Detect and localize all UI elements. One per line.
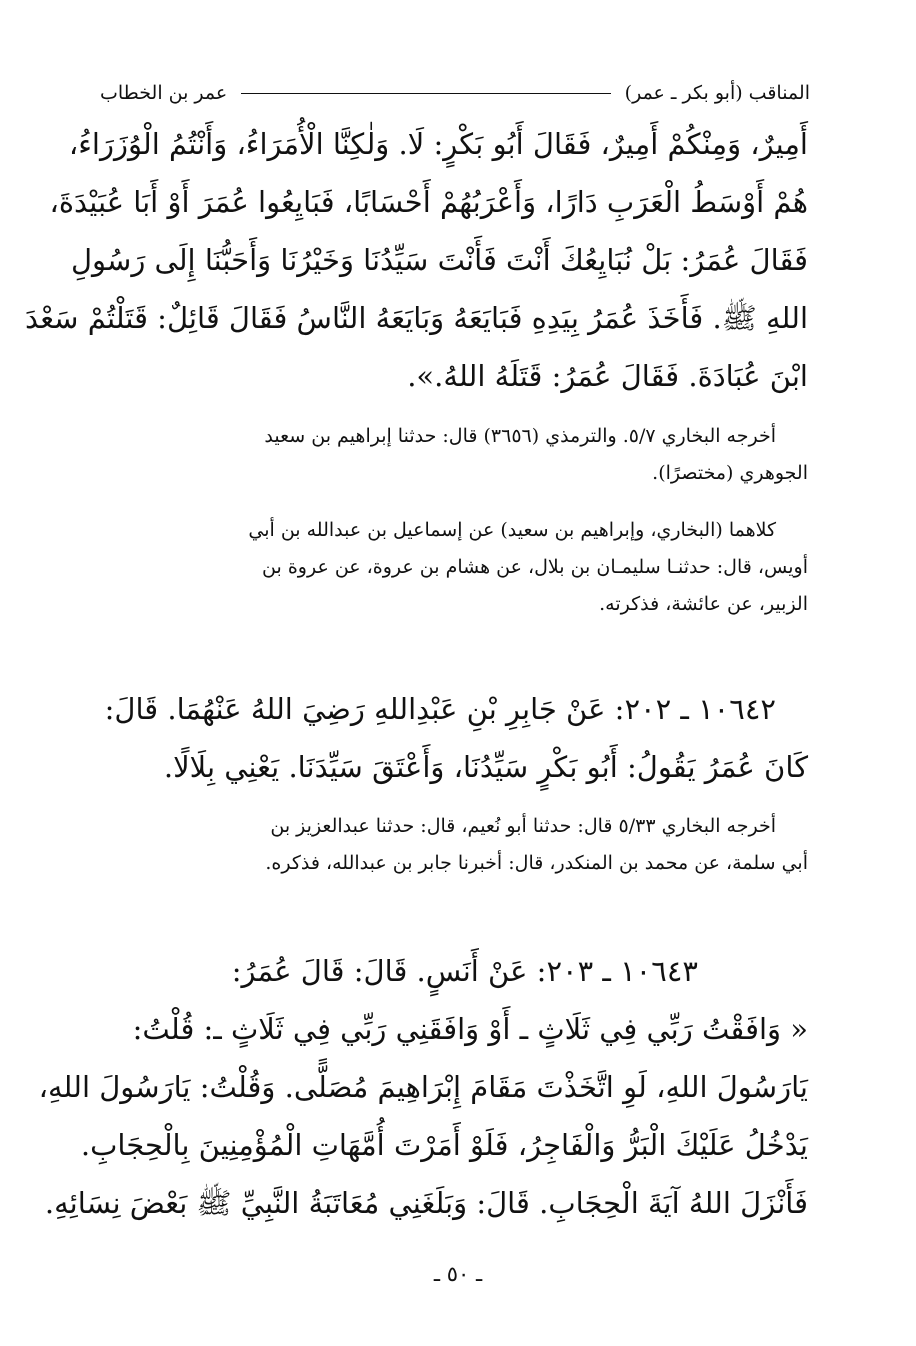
note-line: أبي سلمة، عن محمد بن المنكدر، قال: أخبرنا جابر بن عبدالله، فذكره. [265,852,808,874]
header-chapter-title: عمر بن الخطاب [100,82,228,104]
note-line: أخرجه البخاري ٥/٣٣ قال: حدثنا أبو نُعيم، قال: حدثنا عبدالعزيز بن [270,815,776,837]
text-line: ابْنَ عُبَادَةَ. فَقَالَ عُمَرُ: قَتَلَهُ اللهُ.». [407,359,808,393]
note-line: الجوهري (مختصرًا). [652,462,808,484]
hadith-heading: ١٠٦٤٣ ـ ٢٠٣: عَنْ أَنَسٍ. قَالَ: قَالَ عُمَرُ: [231,954,698,988]
hadith-10642 [104,680,808,796]
takhrij-note-1 [104,418,808,492]
text-line: فَأَنْزَلَ اللهُ آيَةَ الْحِجَابِ. قَالَ: وَبَلَغَنِي مُعَاتَبَةُ النَّبِيِّ ﷺ بَعْضَ نِسَائِهِ. [44,1186,808,1220]
running-header [100,78,810,108]
takhrij-note-2 [104,512,808,623]
text-line: أَمِيرٌ، وَمِنْكُمْ أَمِيرٌ، فَقَالَ أَبُو بَكْرٍ: لَا. وَلٰكِنَّا الْأُمَرَاءُ، وَأَنْتُمُ الْوُزَرَاءُ، [68,127,808,161]
hadith-heading: ١٠٦٤٢ ـ ٢٠٢: عَنْ جَابِرِ بْنِ عَبْدِاللهِ رَضِيَ اللهُ عَنْهُمَا. قَالَ: [104,692,776,726]
hadith-10643 [38,942,808,1232]
text-line: كَانَ عُمَرُ يَقُولُ: أَبُو بَكْرٍ سَيِّدُنَا، وَأَعْتَقَ سَيِّدَنَا. يَعْنِي بِلَالًا. [163,750,808,784]
hadith-text-continued [24,115,808,405]
note-line: الزبير، عن عائشة، فذكرته. [599,593,808,615]
text-line: يَارَسُولَ اللهِ، لَوِ اتَّخَذْتَ مَقَامَ إِبْرَاهِيمَ مُصَلًّى. وَقُلْتُ: يَارَسُولَ اللهِ، [38,1070,808,1104]
text-line: « وَافَقْتُ رَبِّي فِي ثَلَاثٍ ـ أَوْ وَافَقَنِي رَبِّي فِي ثَلَاثٍ ـ: قُلْتُ: [132,1012,808,1046]
page-number: ـ ٥٠ ـ [433,1262,483,1286]
text-line: هُمْ أَوْسَطُ الْعَرَبِ دَارًا، وَأَعْرَبُهُمْ أَحْسَابًا، فَبَايِعُوا عُمَرَ أَوْ أَبَا عُبَيْدَةَ، [49,185,808,219]
note-line: أخرجه البخاري ٥/٧. والترمذي (٣٦٥٦) قال: حدثنا إبراهيم بن سعيد [264,425,776,447]
text-line: يَدْخُلُ عَلَيْكَ الْبَرُّ وَالْفَاجِرُ، فَلَوْ أَمَرْتَ أُمَّهَاتِ الْمُؤْمِنِينَ بِالْحِجَابِ. [80,1128,808,1162]
header-section-title: المناقب (أبو بكر ـ عمر) [624,82,810,104]
note-line: أويس، قال: حدثنـا سليمـان بن بلال، عن هشام بن عروة، عن عروة بن [262,556,808,578]
takhrij-note-3 [104,808,808,882]
text-line: اللهِ ﷺ. فَأَخَذَ عُمَرُ بِيَدِهِ فَبَايَعَهُ وَبَايَعَهُ النَّاسُ فَقَالَ قَائِلٌ: قَتَلْتُمْ سَعْدَ [24,301,808,335]
header-rule [241,93,610,94]
note-line: كلاهما (البخاري، وإبراهيم بن سعيد) عن إسماعيل بن عبدالله بن أبي [248,519,776,541]
text-line: فَقَالَ عُمَرُ: بَلْ نُبَايِعُكَ أَنْتَ فَأَنْتَ سَيِّدُنَا وَخَيْرُنَا وَأَحَبُّنَا إِلَى رَسُولِ [70,243,808,277]
